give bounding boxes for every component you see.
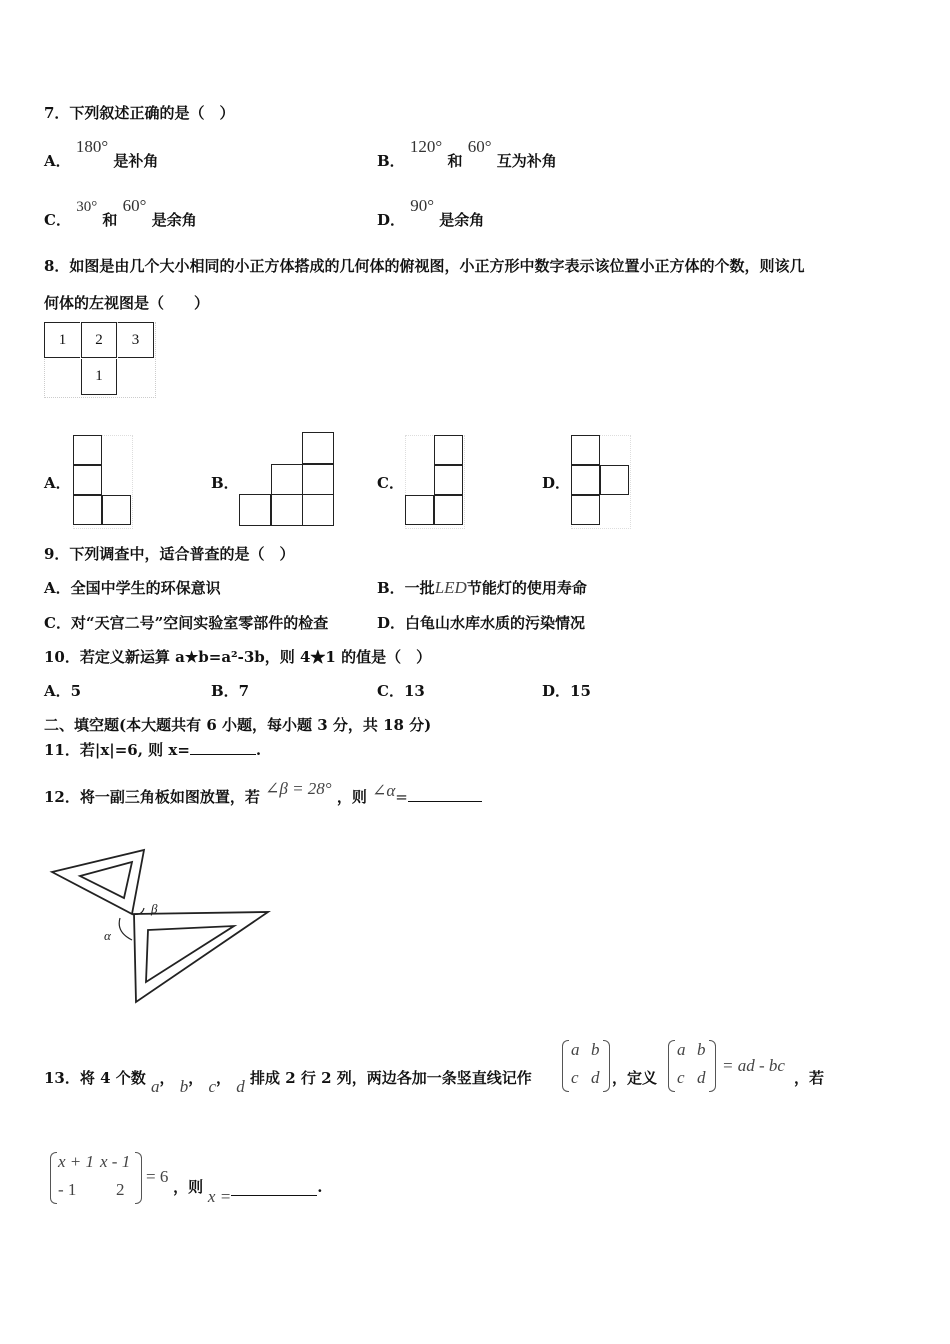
q8-top-view-grid: [44, 322, 156, 398]
q13-end: .: [317, 1178, 323, 1196]
q9-b-post: 节能灯的使用寿命: [466, 579, 587, 597]
q8-option-b-label[interactable]: B．: [211, 474, 239, 492]
q12-stem-pre: 12．将一副三角板如图放置，若: [44, 788, 260, 806]
q10-option-b[interactable]: B．7: [211, 682, 250, 700]
cube-square: [302, 432, 334, 464]
cube-square: [271, 494, 303, 526]
q13-stem-mid: 排成 2 行 2 列，两边各加一条竖直线记作: [250, 1069, 532, 1087]
q9-b-pre: B．一批: [377, 579, 435, 597]
matrix-entry: - 1: [58, 1180, 77, 1199]
q8-option-c-label[interactable]: C．: [377, 474, 404, 492]
q12-stem-mid: ，则: [336, 788, 367, 806]
q8-stem-line2: 何体的左视图是（ ）: [44, 294, 210, 312]
q7-b-mid: 和: [447, 152, 463, 170]
section-2-title: 二、填空题(本大题共有 6 小题，每小题 3 分，共 18 分): [44, 716, 432, 734]
q11: [44, 739, 261, 760]
cube-square: [302, 464, 334, 495]
cube-square: [102, 495, 131, 525]
cube-square: [239, 494, 271, 526]
cube-square: [434, 495, 463, 525]
q7-b-value2: 60°: [467, 137, 492, 156]
q13-then: ，则: [173, 1178, 204, 1196]
q8-stem-line1: 8．如图是由几个大小相同的小正方体搭成的几何体的俯视图，小正方形中数字表示该位置小正方体的个数，则该几: [44, 257, 805, 275]
q7-c-label: C．: [44, 211, 71, 229]
cube-square: [271, 464, 303, 495]
q8-option-a-label[interactable]: A．: [44, 474, 71, 492]
q7-b-value1: 120°: [409, 137, 443, 156]
q7-c-mid: 和: [102, 211, 118, 229]
q10-stem: 10．若定义新运算 a★b=a²-3b，则 4★1 的值是（ ）: [44, 648, 432, 666]
q13-stem-pre: 13．将 4 个数: [44, 1069, 146, 1087]
q12-eq: =: [395, 788, 408, 806]
q13-matrix-definition: [668, 1038, 716, 1094]
q13-d: d: [236, 1077, 245, 1096]
label-alpha: α: [104, 928, 111, 943]
q7-b-text: 互为补角: [496, 152, 557, 170]
q10-option-a[interactable]: A．5: [44, 682, 82, 700]
matrix-entry: b: [591, 1040, 600, 1059]
q13-b: b: [179, 1077, 189, 1096]
grid-cell: 2: [81, 322, 117, 358]
q8-option-c-figure[interactable]: [405, 435, 465, 527]
q11-end: .: [255, 741, 262, 759]
q12-beta-expr: ∠β = 28°: [265, 779, 332, 798]
cube-square: [600, 465, 629, 495]
q12-triangle-figure: [48, 840, 272, 1006]
q7-option-b[interactable]: [377, 137, 557, 171]
q9-option-a[interactable]: A．全国中学生的环保意识: [44, 579, 221, 597]
q9-b-led: LED: [434, 578, 467, 597]
alpha-arc: [119, 918, 132, 940]
q7-a-value: 180°: [75, 137, 109, 156]
cube-square: [434, 465, 463, 495]
q9-stem: 9．下列调查中，适合普查的是（ ）: [44, 545, 295, 563]
matrix-entry: x + 1: [58, 1152, 95, 1171]
q7-option-c[interactable]: [44, 196, 197, 230]
q13-line2: [146, 1166, 323, 1206]
upper-triangle: [52, 850, 144, 914]
q8-option-d-label[interactable]: D．: [542, 474, 571, 492]
cube-square: [434, 435, 463, 465]
q13-xeq: x =: [207, 1187, 232, 1206]
cube-square: [571, 435, 600, 465]
q13-a: a: [151, 1077, 160, 1096]
q7-c-value2: 60°: [122, 196, 147, 215]
q7-d-text: 是余角: [439, 211, 485, 229]
q12: [44, 779, 482, 807]
q13-ruo: ，若: [794, 1069, 825, 1087]
cube-square: [73, 495, 102, 525]
matrix-entry: c: [571, 1068, 579, 1087]
cube-square: [405, 495, 434, 525]
q7-b-label: B．: [377, 152, 405, 170]
matrix-entry: x - 1: [100, 1152, 131, 1171]
matrix-entry: 2: [116, 1180, 125, 1199]
q13-comma: ，: [216, 1069, 232, 1087]
q13-define-label: ，定义: [612, 1069, 658, 1087]
cube-square: [571, 465, 600, 495]
q9-option-b[interactable]: [377, 577, 587, 598]
q9-option-c[interactable]: C．对“天宫二号”空间实验室零部件的检查: [44, 614, 329, 632]
matrix-entry: d: [591, 1068, 600, 1087]
grid-cell: 3: [118, 322, 154, 358]
q7-d-value: 90°: [410, 196, 435, 215]
q12-answer-blank[interactable]: [408, 787, 482, 802]
q11-stem: 11．若|x|=6, 则 x=: [44, 741, 190, 759]
q7-d-label: D．: [377, 211, 406, 229]
q13-comma: ，: [188, 1069, 204, 1087]
q10-option-c[interactable]: C．13: [377, 682, 425, 700]
q13-line1: [44, 1060, 532, 1102]
q13-formula: = ad - bc: [722, 1056, 785, 1075]
cube-square: [571, 495, 600, 525]
q13-eq6: = 6: [146, 1167, 169, 1186]
q11-answer-blank[interactable]: [190, 740, 256, 755]
q7-a-text: 是补角: [113, 152, 159, 170]
grid-cell: 1: [81, 359, 117, 395]
q7-option-a[interactable]: [44, 137, 159, 171]
q10-option-d[interactable]: D．15: [542, 682, 591, 700]
q13-answer-blank[interactable]: [231, 1181, 317, 1196]
q7-option-d[interactable]: [377, 196, 485, 230]
q13-matrix-notation: [562, 1038, 610, 1094]
q13-equation-matrix: [50, 1150, 142, 1206]
matrix-entry: b: [697, 1040, 706, 1059]
lower-triangle: [134, 912, 268, 1002]
matrix-entry: a: [571, 1040, 580, 1059]
q13-comma: ，: [159, 1069, 175, 1087]
q8-option-a-figure[interactable]: [73, 435, 133, 527]
cube-square: [302, 494, 334, 526]
matrix-entry: c: [677, 1068, 685, 1087]
q13-c: c: [208, 1077, 217, 1096]
cube-square: [73, 435, 102, 465]
label-beta: β: [151, 901, 158, 916]
q7-c-value1: 30°: [76, 199, 98, 215]
q12-alpha: ∠α: [372, 781, 396, 800]
q8-option-d-figure[interactable]: [571, 435, 631, 527]
q7-c-text: 是余角: [151, 211, 197, 229]
grid-cell: 1: [44, 322, 80, 358]
matrix-entry: a: [677, 1040, 686, 1059]
cube-square: [73, 465, 102, 495]
q9-option-d[interactable]: D．白龟山水库水质的污染情况: [377, 614, 586, 632]
q7-stem: 7．下列叙述正确的是（ ）: [44, 104, 235, 122]
matrix-entry: d: [697, 1068, 706, 1087]
q7-a-label: A．: [44, 152, 71, 170]
q8-option-b-figure[interactable]: [239, 432, 335, 527]
